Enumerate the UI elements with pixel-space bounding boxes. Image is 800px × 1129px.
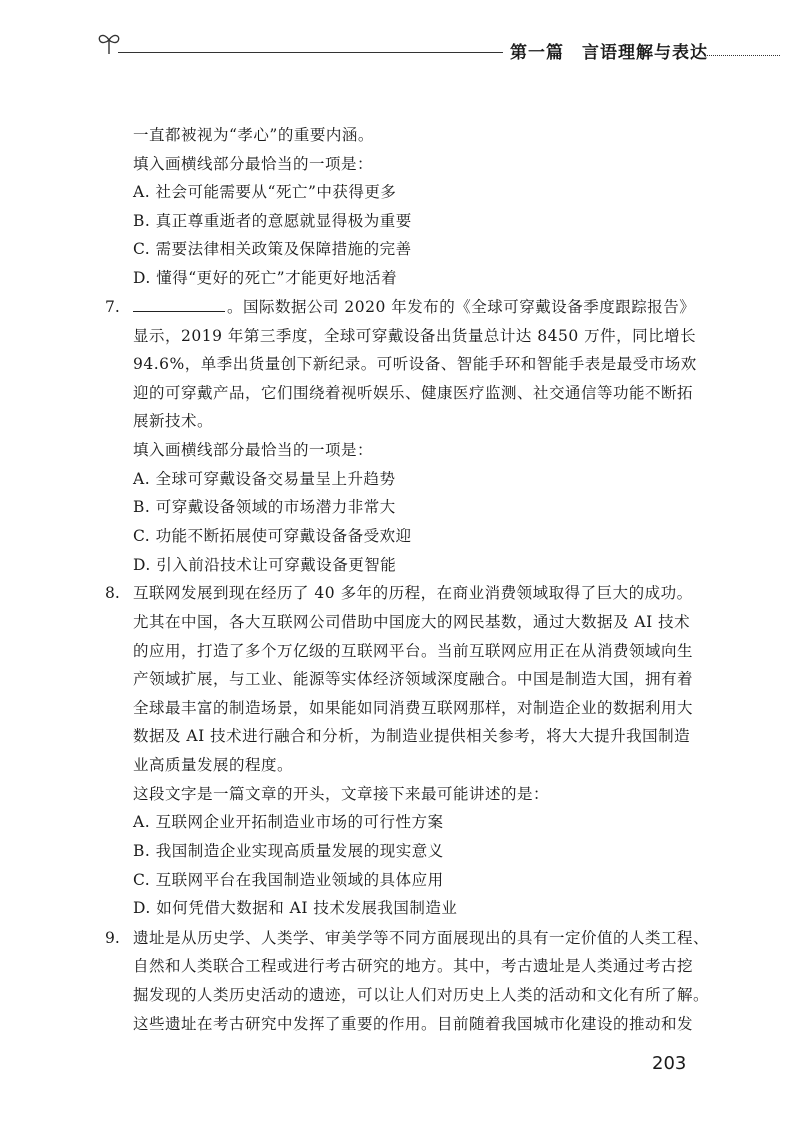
paragraph-line: 互联网发展到现在经历了 40 多年的历程，在商业消费领域取得了巨大的成功。: [133, 584, 693, 602]
page-number: 203: [652, 1053, 687, 1074]
option-d: D. 如何凭借大数据和 AI 技术发展我国制造业: [133, 899, 458, 917]
paragraph-line: 这些遗址在考古研究中发挥了重要的作用。目前随着我国城市化建设的推动和发: [133, 1015, 694, 1033]
option-d: D. 引入前沿技术让可穿戴设备更智能: [133, 556, 397, 574]
paragraph-line: 自然和人类联合工程或进行考古研究的地方。其中，考古遗址是人类通过考古挖: [133, 957, 694, 975]
header-dotted-rule: [704, 55, 780, 56]
option-a: A. 社会可能需要从“死亡”中获得更多: [133, 183, 397, 201]
header-rule: [118, 52, 503, 53]
question-number: 7.: [105, 298, 120, 316]
paragraph-line: 一直都被视为“孝心”的重要内涵。: [133, 126, 374, 144]
question-number: 8.: [105, 584, 120, 602]
option-b: B. 真正尊重逝者的意愿就显得极为重要: [133, 212, 412, 230]
paragraph-line: 显示，2019 年第三季度，全球可穿戴设备出货量总计达 8450 万件，同比增长: [133, 327, 697, 345]
question-prompt: 这段文字是一篇文章的开头，文章接下来最可能讲述的是：: [133, 785, 550, 803]
paragraph-line: 掘发现的人类历史活动的遗迹，可以让人们对历史上人类的活动和文化有所了解。: [133, 986, 710, 1004]
option-d: D. 懂得“更好的死亡”才能更好地活着: [133, 269, 398, 287]
option-c: C. 需要法律相关政策及保障措施的完善: [133, 240, 412, 258]
paragraph-line: 展新技术。: [133, 412, 214, 430]
question-number: 9.: [105, 929, 120, 947]
paragraph-line: 业高质量发展的程度。: [133, 756, 294, 774]
section-title: 第一篇 言语理解与表达: [510, 43, 708, 63]
paragraph-line-text: 。国际数据公司 2020 年发布的《全球可穿戴设备季度跟踪报告》: [227, 298, 696, 316]
option-c: C. 互联网平台在我国制造业领域的具体应用: [133, 871, 444, 889]
option-a: A. 全球可穿戴设备交易量呈上升趋势: [133, 470, 396, 488]
option-b: B. 可穿戴设备领域的市场潜力非常大: [133, 498, 396, 516]
option-a: A. 互联网企业开拓制造业市场的可行性方案: [133, 813, 444, 831]
fill-blank: [133, 297, 225, 312]
question-prompt: 填入画横线部分最恰当的一项是：: [133, 441, 374, 459]
paragraph-line: 数据及 AI 技术进行融合和分析，为制造业提供相关参考，将大大提升我国制造: [133, 727, 691, 745]
paragraph-line: 94.6%，单季出货量创下新纪录。可听设备、智能手环和智能手表是最受市场欢: [133, 355, 697, 373]
paragraph-line: 迎的可穿戴产品，它们围绕着视听娱乐、健康医疗监测、社交通信等功能不断拓: [133, 384, 694, 402]
paragraph-line: 全球最丰富的制造场景，如果能如同消费互联网那样，对制造企业的数据利用大: [133, 699, 694, 717]
paragraph-line: [133, 297, 695, 317]
option-b: B. 我国制造企业实现高质量发展的现实意义: [133, 842, 444, 860]
paragraph-line: 产领域扩展，与工业、能源等实体经济领域深度融合。中国是制造大国，拥有着: [133, 670, 694, 688]
page-header: [0, 0, 800, 80]
paragraph-line: 的应用，打造了多个万亿级的互联网平台。当前互联网应用正在从消费领域向生: [133, 642, 694, 660]
paragraph-line: 遗址是从历史学、人类学、审美学等不同方面展现出的具有一定价值的人类工程、: [133, 929, 710, 947]
paragraph-line: 尤其在中国，各大互联网公司借助中国庞大的网民基数，通过大数据及 AI 技术: [133, 613, 691, 631]
question-prompt: 填入画横线部分最恰当的一项是：: [133, 155, 374, 173]
option-c: C. 功能不断拓展使可穿戴设备备受欢迎: [133, 527, 412, 545]
